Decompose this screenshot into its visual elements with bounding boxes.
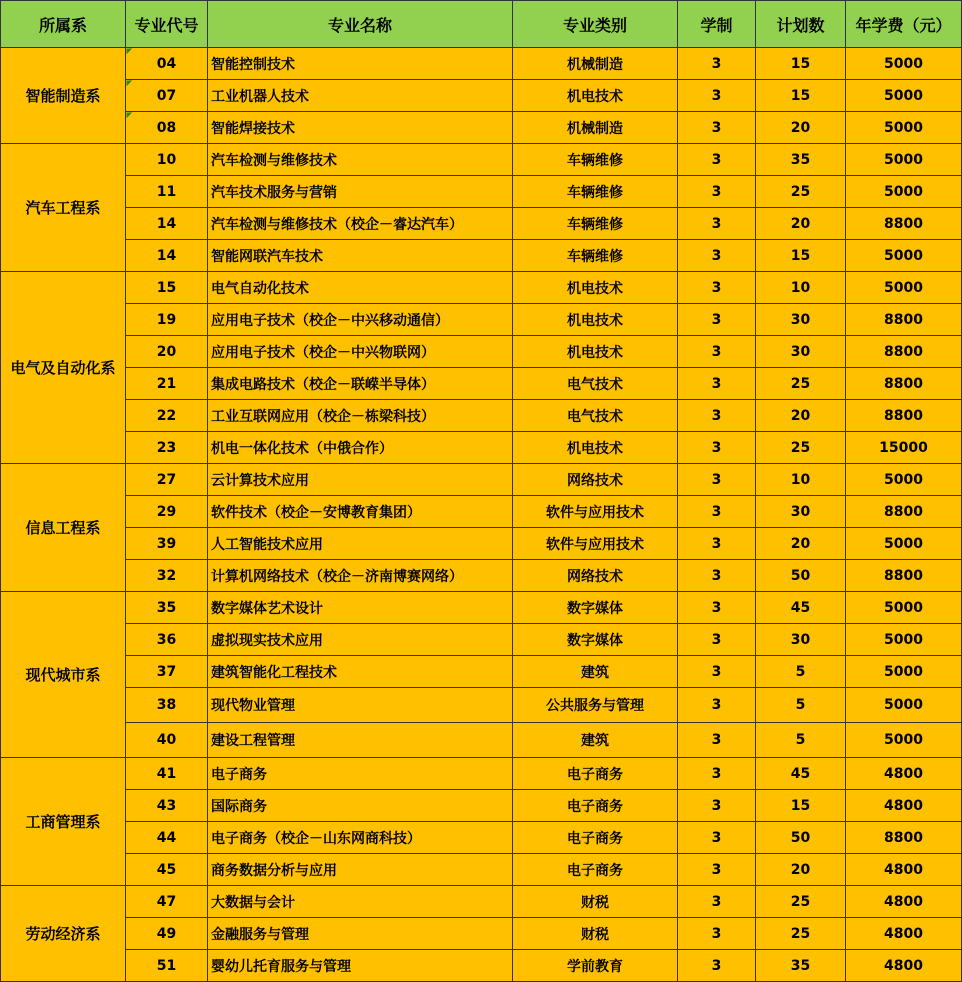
plan-cell: 5	[756, 656, 846, 688]
category-cell: 机电技术	[513, 336, 678, 368]
years-cell: 3	[678, 176, 756, 208]
years-cell: 3	[678, 723, 756, 758]
plan-cell: 25	[756, 176, 846, 208]
fee-cell: 5000	[846, 592, 962, 624]
years-cell: 3	[678, 240, 756, 272]
years-cell: 3	[678, 48, 756, 80]
name-cell: 电气自动化技术	[208, 272, 513, 304]
name-cell: 商务数据分析与应用	[208, 854, 513, 886]
category-cell: 电子商务	[513, 822, 678, 854]
plan-cell: 25	[756, 368, 846, 400]
code-cell: 23	[126, 432, 208, 464]
table-row	[1, 304, 962, 336]
table-row	[1, 48, 962, 80]
name-cell: 建筑智能化工程技术	[208, 656, 513, 688]
fee-cell: 4800	[846, 918, 962, 950]
code-cell: 21	[126, 368, 208, 400]
years-cell: 3	[678, 758, 756, 790]
code-cell: 36	[126, 624, 208, 656]
name-cell: 智能控制技术	[208, 48, 513, 80]
department-cell: 劳动经济系	[1, 886, 126, 982]
category-cell: 车辆维修	[513, 144, 678, 176]
table-row	[1, 240, 962, 272]
years-cell: 3	[678, 400, 756, 432]
years-cell: 3	[678, 336, 756, 368]
code-cell: 45	[126, 854, 208, 886]
plan-cell: 30	[756, 496, 846, 528]
plan-cell: 20	[756, 112, 846, 144]
table-row	[1, 592, 962, 624]
category-cell: 网络技术	[513, 464, 678, 496]
plan-cell: 15	[756, 48, 846, 80]
department-cell: 电气及自动化系	[1, 272, 126, 464]
category-cell: 机电技术	[513, 80, 678, 112]
table-row	[1, 272, 962, 304]
table-row	[1, 336, 962, 368]
years-cell: 3	[678, 886, 756, 918]
table-row	[1, 854, 962, 886]
category-cell: 电子商务	[513, 758, 678, 790]
table-row	[1, 656, 962, 688]
fee-cell: 8800	[846, 368, 962, 400]
plan-cell: 20	[756, 208, 846, 240]
plan-cell: 10	[756, 272, 846, 304]
fee-cell: 5000	[846, 80, 962, 112]
code-cell: 37	[126, 656, 208, 688]
fee-cell: 8800	[846, 304, 962, 336]
table-row	[1, 918, 962, 950]
table-row	[1, 886, 962, 918]
plan-cell: 30	[756, 336, 846, 368]
years-cell: 3	[678, 656, 756, 688]
years-cell: 3	[678, 368, 756, 400]
fee-cell: 4800	[846, 854, 962, 886]
name-cell: 智能网联汽车技术	[208, 240, 513, 272]
category-cell: 建筑	[513, 723, 678, 758]
category-cell: 机电技术	[513, 432, 678, 464]
fee-cell: 5000	[846, 48, 962, 80]
name-cell: 集成电路技术（校企－联嵘半导体）	[208, 368, 513, 400]
code-cell: 32	[126, 560, 208, 592]
category-cell: 车辆维修	[513, 240, 678, 272]
years-cell: 3	[678, 688, 756, 723]
name-cell: 建设工程管理	[208, 723, 513, 758]
plan-cell: 35	[756, 144, 846, 176]
category-cell: 机电技术	[513, 272, 678, 304]
years-cell: 3	[678, 272, 756, 304]
years-cell: 3	[678, 854, 756, 886]
fee-cell: 5000	[846, 144, 962, 176]
code-cell: 14	[126, 208, 208, 240]
fee-cell: 5000	[846, 656, 962, 688]
table-row	[1, 208, 962, 240]
years-cell: 3	[678, 208, 756, 240]
category-cell: 电子商务	[513, 790, 678, 822]
years-cell: 3	[678, 112, 756, 144]
category-cell: 网络技术	[513, 560, 678, 592]
code-cell: 07	[126, 80, 208, 112]
code-cell: 22	[126, 400, 208, 432]
fee-cell: 8800	[846, 336, 962, 368]
years-cell: 3	[678, 496, 756, 528]
code-cell: 04	[126, 48, 208, 80]
table-row	[1, 950, 962, 982]
category-cell: 车辆维修	[513, 208, 678, 240]
table-row	[1, 368, 962, 400]
plan-cell: 15	[756, 790, 846, 822]
plan-cell: 15	[756, 80, 846, 112]
table-body	[1, 48, 962, 982]
fee-cell: 8800	[846, 822, 962, 854]
header-row	[1, 1, 962, 48]
category-cell: 数字媒体	[513, 592, 678, 624]
department-cell: 汽车工程系	[1, 144, 126, 272]
plan-cell: 50	[756, 822, 846, 854]
plan-cell: 25	[756, 432, 846, 464]
fee-cell: 5000	[846, 240, 962, 272]
table-row	[1, 176, 962, 208]
header-code: 专业代号	[126, 1, 208, 48]
code-cell: 41	[126, 758, 208, 790]
header-category: 专业类别	[513, 1, 678, 48]
years-cell: 3	[678, 528, 756, 560]
plan-cell: 25	[756, 918, 846, 950]
name-cell: 汽车技术服务与营销	[208, 176, 513, 208]
table-row	[1, 528, 962, 560]
category-cell: 电气技术	[513, 400, 678, 432]
code-cell: 40	[126, 723, 208, 758]
category-cell: 电气技术	[513, 368, 678, 400]
table-row	[1, 80, 962, 112]
table-row	[1, 790, 962, 822]
fee-cell: 5000	[846, 624, 962, 656]
fee-cell: 5000	[846, 176, 962, 208]
years-cell: 3	[678, 822, 756, 854]
code-cell: 11	[126, 176, 208, 208]
name-cell: 汽车检测与维修技术（校企－睿达汽车）	[208, 208, 513, 240]
years-cell: 3	[678, 144, 756, 176]
table-row	[1, 432, 962, 464]
fee-cell: 5000	[846, 688, 962, 723]
name-cell: 汽车检测与维修技术	[208, 144, 513, 176]
years-cell: 3	[678, 464, 756, 496]
fee-cell: 4800	[846, 950, 962, 982]
fee-cell: 5000	[846, 464, 962, 496]
years-cell: 3	[678, 790, 756, 822]
plan-cell: 50	[756, 560, 846, 592]
years-cell: 3	[678, 80, 756, 112]
table-row	[1, 624, 962, 656]
department-cell: 信息工程系	[1, 464, 126, 592]
code-cell: 20	[126, 336, 208, 368]
header-years: 学制	[678, 1, 756, 48]
table-row	[1, 400, 962, 432]
category-cell: 软件与应用技术	[513, 496, 678, 528]
fee-cell: 15000	[846, 432, 962, 464]
category-cell: 机械制造	[513, 112, 678, 144]
name-cell: 大数据与会计	[208, 886, 513, 918]
code-cell: 44	[126, 822, 208, 854]
name-cell: 虚拟现实技术应用	[208, 624, 513, 656]
plan-cell: 30	[756, 304, 846, 336]
table-row	[1, 464, 962, 496]
table-row	[1, 723, 962, 758]
plan-cell: 5	[756, 688, 846, 723]
code-cell: 51	[126, 950, 208, 982]
code-cell: 38	[126, 688, 208, 723]
plan-cell: 30	[756, 624, 846, 656]
category-cell: 车辆维修	[513, 176, 678, 208]
code-cell: 47	[126, 886, 208, 918]
fee-cell: 4800	[846, 758, 962, 790]
name-cell: 应用电子技术（校企－中兴物联网）	[208, 336, 513, 368]
category-cell: 机械制造	[513, 48, 678, 80]
fee-cell: 8800	[846, 400, 962, 432]
name-cell: 工业互联网应用（校企－栋梁科技）	[208, 400, 513, 432]
header-fee: 年学费（元）	[846, 1, 962, 48]
fee-cell: 8800	[846, 496, 962, 528]
name-cell: 工业机器人技术	[208, 80, 513, 112]
plan-cell: 15	[756, 240, 846, 272]
category-cell: 财税	[513, 918, 678, 950]
code-cell: 29	[126, 496, 208, 528]
code-cell: 49	[126, 918, 208, 950]
plan-cell: 10	[756, 464, 846, 496]
name-cell: 国际商务	[208, 790, 513, 822]
category-cell: 财税	[513, 886, 678, 918]
years-cell: 3	[678, 560, 756, 592]
years-cell: 3	[678, 950, 756, 982]
table-row	[1, 496, 962, 528]
table-row	[1, 758, 962, 790]
years-cell: 3	[678, 304, 756, 336]
code-cell: 27	[126, 464, 208, 496]
fee-cell: 5000	[846, 723, 962, 758]
department-cell: 智能制造系	[1, 48, 126, 144]
fee-cell: 8800	[846, 208, 962, 240]
header-name: 专业名称	[208, 1, 513, 48]
fee-cell: 5000	[846, 112, 962, 144]
years-cell: 3	[678, 624, 756, 656]
name-cell: 智能焊接技术	[208, 112, 513, 144]
code-cell: 10	[126, 144, 208, 176]
category-cell: 公共服务与管理	[513, 688, 678, 723]
department-cell: 现代城市系	[1, 592, 126, 758]
code-cell: 15	[126, 272, 208, 304]
name-cell: 云计算技术应用	[208, 464, 513, 496]
name-cell: 机电一体化技术（中俄合作）	[208, 432, 513, 464]
category-cell: 软件与应用技术	[513, 528, 678, 560]
category-cell: 建筑	[513, 656, 678, 688]
plan-cell: 25	[756, 886, 846, 918]
name-cell: 婴幼儿托育服务与管理	[208, 950, 513, 982]
name-cell: 人工智能技术应用	[208, 528, 513, 560]
name-cell: 计算机网络技术（校企－济南博赛网络）	[208, 560, 513, 592]
category-cell: 数字媒体	[513, 624, 678, 656]
name-cell: 电子商务（校企－山东网商科技）	[208, 822, 513, 854]
years-cell: 3	[678, 918, 756, 950]
table-row	[1, 112, 962, 144]
table-row	[1, 688, 962, 723]
code-cell: 14	[126, 240, 208, 272]
plan-cell: 20	[756, 400, 846, 432]
name-cell: 金融服务与管理	[208, 918, 513, 950]
code-cell: 35	[126, 592, 208, 624]
fee-cell: 4800	[846, 790, 962, 822]
fee-cell: 8800	[846, 560, 962, 592]
code-cell: 19	[126, 304, 208, 336]
fee-cell: 5000	[846, 272, 962, 304]
table-row	[1, 144, 962, 176]
department-cell: 工商管理系	[1, 758, 126, 886]
plan-cell: 45	[756, 758, 846, 790]
header-dept: 所属系	[1, 1, 126, 48]
code-cell: 39	[126, 528, 208, 560]
years-cell: 3	[678, 592, 756, 624]
plan-cell: 20	[756, 528, 846, 560]
code-cell: 08	[126, 112, 208, 144]
table-row	[1, 560, 962, 592]
years-cell: 3	[678, 432, 756, 464]
fee-cell: 5000	[846, 528, 962, 560]
table-row	[1, 822, 962, 854]
name-cell: 数字媒体艺术设计	[208, 592, 513, 624]
name-cell: 应用电子技术（校企－中兴移动通信）	[208, 304, 513, 336]
code-cell: 43	[126, 790, 208, 822]
name-cell: 现代物业管理	[208, 688, 513, 723]
fee-cell: 4800	[846, 886, 962, 918]
category-cell: 机电技术	[513, 304, 678, 336]
plan-cell: 35	[756, 950, 846, 982]
name-cell: 软件技术（校企－安博教育集团）	[208, 496, 513, 528]
category-cell: 电子商务	[513, 854, 678, 886]
header-plan: 计划数	[756, 1, 846, 48]
name-cell: 电子商务	[208, 758, 513, 790]
plan-cell: 5	[756, 723, 846, 758]
plan-cell: 45	[756, 592, 846, 624]
plan-cell: 20	[756, 854, 846, 886]
category-cell: 学前教育	[513, 950, 678, 982]
